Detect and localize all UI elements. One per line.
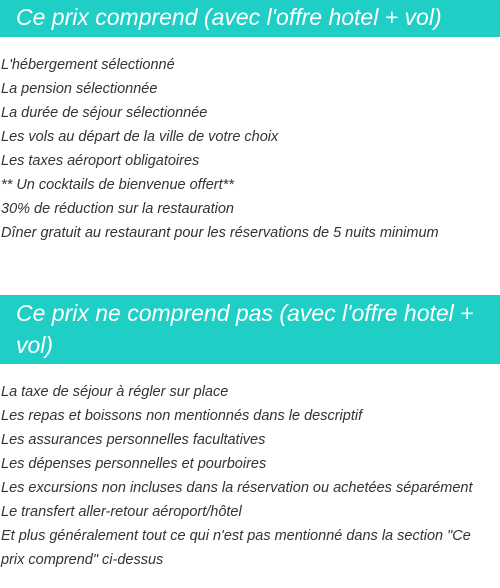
list-item: Les dépenses personnelles et pourboires — [1, 456, 267, 472]
list-item: La durée de séjour sélectionnée — [1, 105, 208, 121]
included-section-title: Ce prix comprend (avec l'offre hotel + vol) — [0, 0, 500, 37]
list-item: Le transfert aller-retour aéroport/hôtel — [1, 504, 242, 520]
list-item: La taxe de séjour à régler sur place — [1, 384, 229, 400]
list-item: Dîner gratuit au restaurant pour les réservations de 5 nuits minimum — [1, 225, 439, 241]
excluded-section-title: Ce prix ne comprend pas (avec l'offre hotel + vol) — [0, 295, 500, 364]
list-item: Les vols au départ de la ville de votre choix — [1, 129, 279, 145]
list-item: Et plus généralement tout ce qui n'est pas mentionné dans la section "Ce prix comprend" ci-dessus — [1, 528, 471, 568]
included-items-list — [0, 53, 496, 245]
list-item: Les taxes aéroport obligatoires — [1, 153, 200, 169]
list-item: Les excursions non incluses dans la réservation ou achetées séparément — [1, 480, 473, 496]
list-item: 30% de réduction sur la restauration — [1, 201, 234, 217]
list-item: La pension sélectionnée — [1, 81, 158, 97]
list-item: Les assurances personnelles facultatives — [1, 432, 266, 448]
list-item: Les repas et boissons non mentionnés dans le descriptif — [1, 408, 363, 424]
excluded-items-list — [0, 380, 496, 572]
list-item: L'hébergement sélectionné — [1, 57, 175, 73]
list-item: ** Un cocktails de bienvenue offert** — [1, 177, 234, 193]
